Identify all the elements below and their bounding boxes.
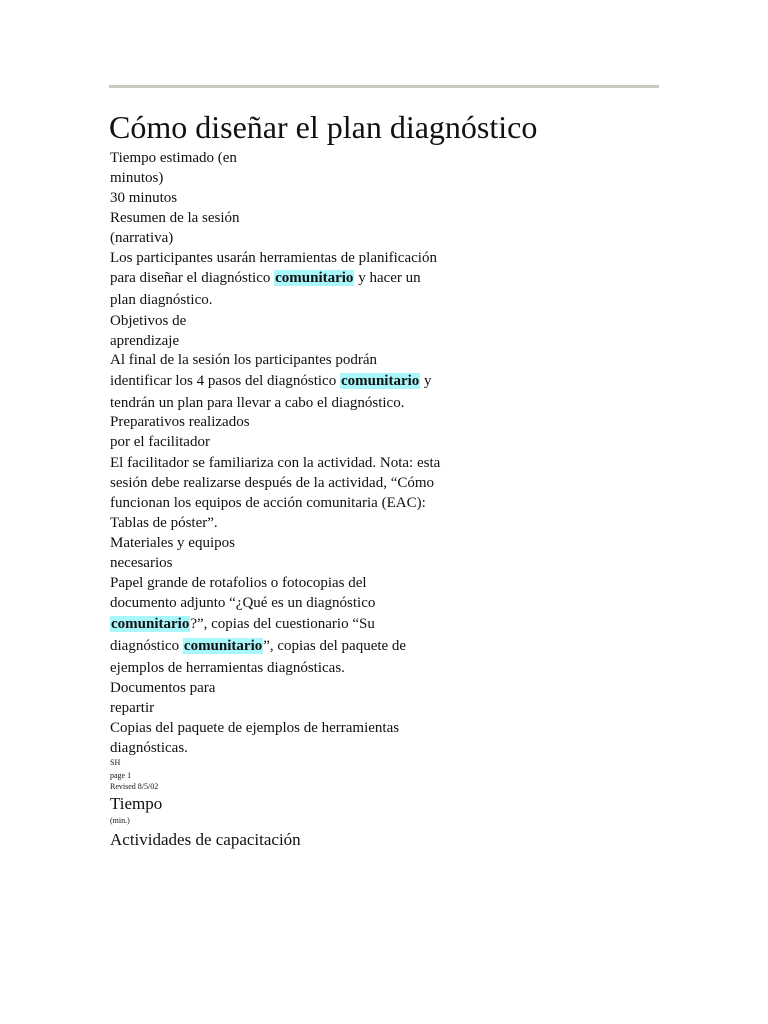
text-line: Resumen de la sesión xyxy=(110,210,240,226)
text-segment: y hacer un xyxy=(358,270,421,286)
text-line: Tablas de póster”. xyxy=(110,515,218,531)
text-segment: ”, copias del paquete de xyxy=(263,638,407,654)
text-segment: diagnóstico xyxy=(110,638,180,654)
text-line: Papel grande de rotafolios o fotocopias del xyxy=(110,575,367,591)
text-line xyxy=(110,371,432,391)
text-segment: y xyxy=(424,373,432,389)
text-segment: para diseñar el diagnóstico xyxy=(110,270,271,286)
text-line: sesión debe realizarse después de la actividad, “Cómo xyxy=(110,475,435,491)
text-line xyxy=(110,268,421,288)
text-line: Objetivos de xyxy=(110,313,187,329)
text-line xyxy=(110,614,375,634)
text-segment: ?”, copias del cuestionario “Su xyxy=(190,616,375,632)
text-line: Materiales y equipos xyxy=(110,535,235,551)
text-line: minutos) xyxy=(110,170,164,186)
table-header-tiempo: Tiempo xyxy=(110,794,163,813)
text-line: repartir xyxy=(110,700,155,716)
text-line: necesarios xyxy=(110,555,173,571)
horizontal-rule xyxy=(109,85,659,88)
text-line xyxy=(110,636,406,656)
highlighted-term: comunitario xyxy=(340,373,420,389)
text-line: Al final de la sesión los participantes podrán xyxy=(110,352,378,368)
text-line: documento adjunto “¿Qué es un diagnóstico xyxy=(110,595,376,611)
footer-page-number: page 1 xyxy=(110,771,132,780)
text-line: por el facilitador xyxy=(110,434,210,450)
text-line: Los participantes usarán herramientas de planificación xyxy=(110,250,437,266)
table-header-min: (min.) xyxy=(110,816,130,825)
text-line: ejemplos de herramientas diagnósticas. xyxy=(110,660,345,676)
highlighted-term: comunitario xyxy=(275,270,354,286)
footer-initials: SH xyxy=(110,758,121,767)
text-line: Documentos para xyxy=(110,680,216,696)
text-segment: identificar los 4 pasos del diagnóstico xyxy=(110,373,337,389)
text-line: El facilitador se familiariza con la actividad. Nota: esta xyxy=(110,455,441,471)
text-line: (narrativa) xyxy=(110,230,174,246)
text-line: aprendizaje xyxy=(110,333,180,349)
highlighted-term: comunitario xyxy=(111,616,190,632)
text-line: tendrán un plan para llevar a cabo el diagnóstico. xyxy=(110,395,405,411)
footer-revised-date: Revised 8/5/02 xyxy=(110,782,159,791)
text-line: Preparativos realizados xyxy=(110,414,250,430)
page-title: Cómo diseñar el plan diagnóstico xyxy=(109,109,538,145)
highlighted-term: comunitario xyxy=(183,638,263,654)
text-line: funcionan los equipos de acción comunitaria (EAC): xyxy=(110,495,426,511)
text-line: Copias del paquete de ejemplos de herramientas xyxy=(110,720,400,736)
text-line: diagnósticas. xyxy=(110,740,188,756)
text-line: plan diagnóstico. xyxy=(110,292,213,308)
text-line: 30 minutos xyxy=(110,190,178,206)
table-header-actividades: Actividades de capacitación xyxy=(110,830,301,849)
text-line: Tiempo estimado (en xyxy=(110,150,237,166)
